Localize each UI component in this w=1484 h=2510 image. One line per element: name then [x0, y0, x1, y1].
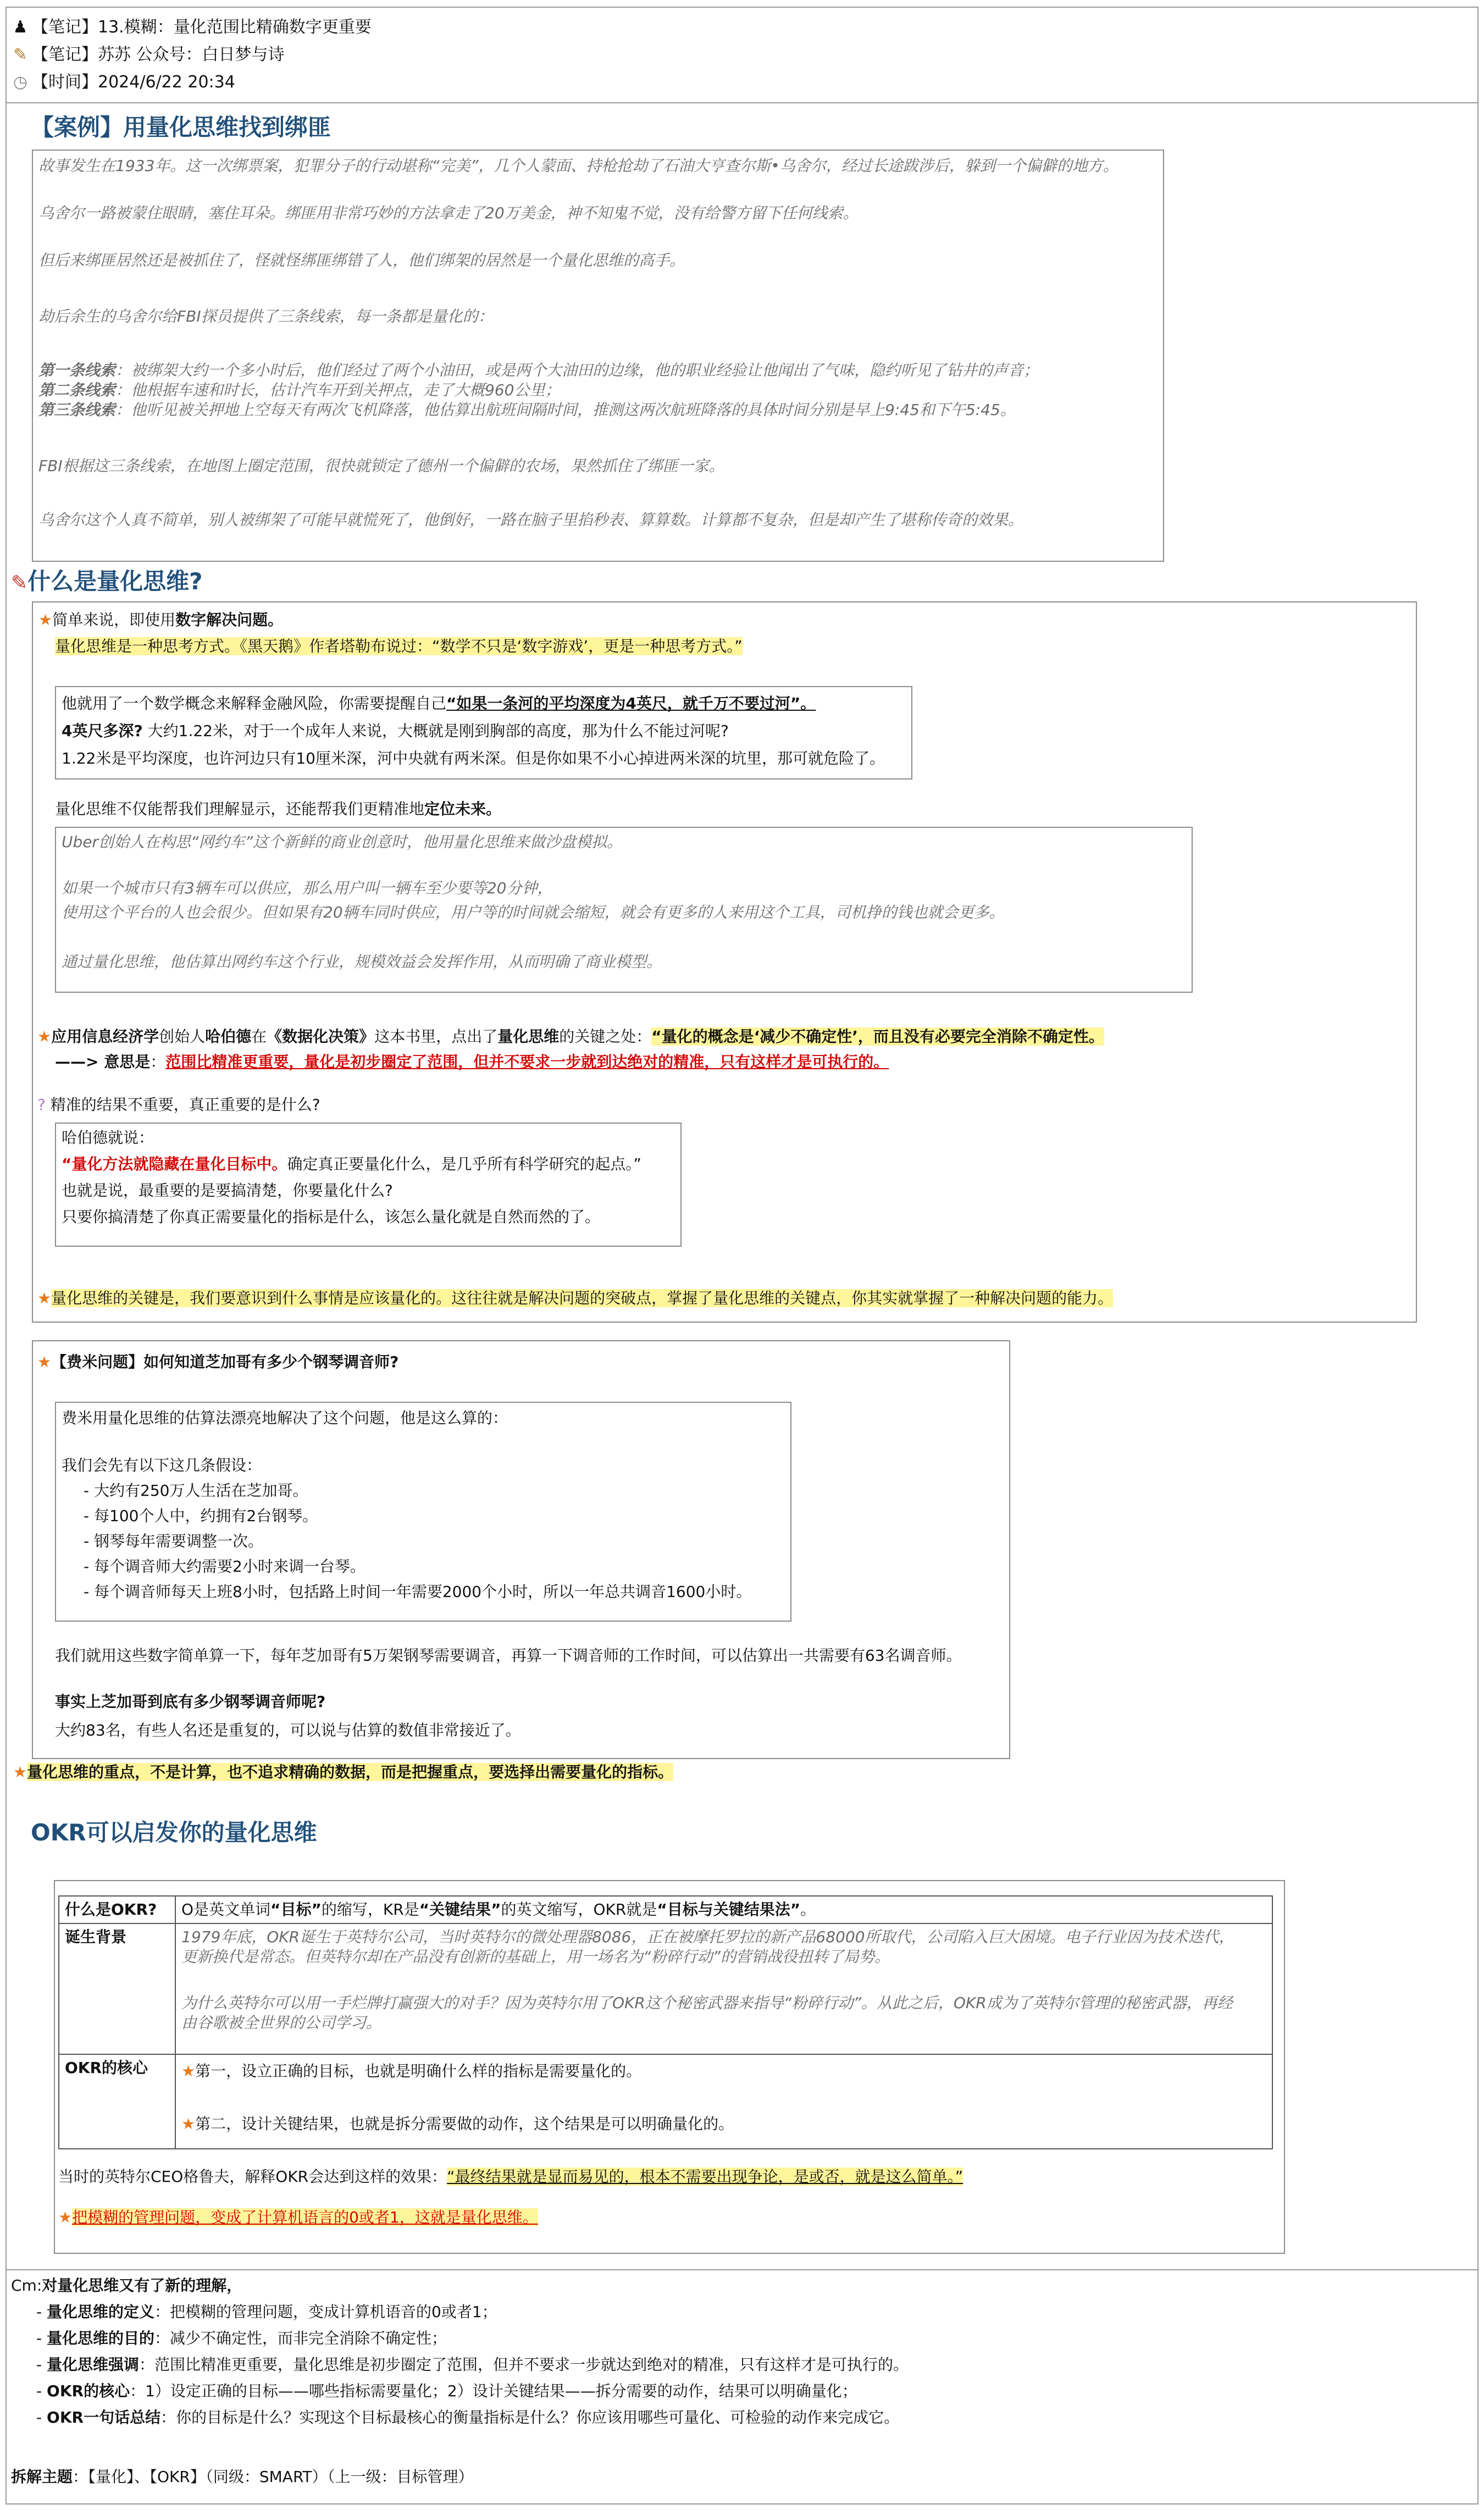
table-cell-label: 诞生背景 — [59, 1923, 175, 2054]
case-paragraph: 乌舍尔一路被蒙住眼睛，塞住耳朵。绑匪用非常巧妙的方法拿走了20万美金，神不知鬼不觉，没有给警方留下任何线索。 — [38, 204, 859, 222]
table-cell-label: OKR的核心 — [59, 2054, 175, 2149]
text: 的缩写，KR是 — [321, 1900, 419, 1919]
text: 大约1.22米，对于一个成年人来说，大概就是刚到胸部的高度，那为什么不能过河呢? — [142, 722, 729, 740]
text: Cm: — [11, 2276, 42, 2295]
text-bold: “目标” — [270, 1900, 322, 1919]
text-bold: 应用信息经济学 — [51, 1027, 159, 1046]
fermi-title — [37, 1352, 398, 1372]
pencil-icon: ✎ — [13, 45, 27, 64]
text: 。 — [800, 1900, 816, 1919]
text: 第二，设计关键结果，也就是拆分需要做的动作，这个结果是可以明确量化的。 — [195, 2115, 734, 2133]
example-line — [62, 749, 885, 769]
star-icon: ★ — [37, 1027, 52, 1046]
what-line — [55, 637, 743, 656]
text-bold: ——> 意思是 — [55, 1053, 151, 1071]
summary-item: - 量化思维强调：范围比精准更重要，量化思维是初步圈定了范围，但并不要求一步就达到绝对的精准，只有这样才是可执行的。 — [36, 2356, 909, 2374]
text-bold: OKR一句话总结 — [47, 2408, 161, 2426]
fermi-point — [13, 1762, 673, 1782]
what-line — [38, 610, 283, 630]
note-title-row — [12, 16, 372, 38]
text: 每100个人中，约拥有2台钢琴。 — [94, 1507, 318, 1525]
text: 量化思维不仅能帮我们理解显示，还能帮我们更精准地 — [55, 800, 425, 818]
okr-core-1 — [181, 2061, 1266, 2081]
okr-box — [54, 1880, 1285, 2254]
text: 每个调音师大约需要2小时来调一台琴。 — [94, 1557, 366, 1575]
what-heading-text: 什么是量化思维? — [27, 568, 203, 595]
highlight-text: 量化思维是一种思考方式。《黑天鹅》作者塔勒布说过：“数学不只是‘数字游戏’，更是一种思考方式。” — [55, 637, 743, 655]
text-bold: 量化思维的定义 — [47, 2303, 155, 2321]
text: ：减少不确定性，而非完全消除不确定性； — [154, 2329, 447, 2347]
text: 在 — [251, 1027, 267, 1046]
example-box — [55, 686, 912, 779]
what-line — [55, 799, 501, 819]
what-heading — [11, 567, 203, 598]
uber-box — [55, 827, 1193, 993]
table-cell — [175, 1923, 1272, 2054]
case-paragraph: 乌舍尔这个人真不简单，别人被绑架了可能早就慌死了，他倒好，一路在脑子里掐秒表、算算数。计算都不复杂，但是却产生了堪称传奇的效果。 — [38, 511, 1024, 529]
hubbard-quote: 哈伯德就说： — [62, 1129, 154, 1147]
text: 由谷歌被全世界的公司学习。 — [181, 2014, 382, 2032]
clue-label: 第一条线索 — [38, 361, 116, 379]
text: 这本书里，点出了 — [374, 1027, 498, 1046]
okr-ceo-line — [58, 2167, 963, 2187]
divider — [7, 2269, 1477, 2270]
text-bold: 对量化思维又有了新的理解， — [42, 2276, 242, 2295]
clock-icon: ◷ — [13, 73, 28, 92]
okr-table — [58, 1895, 1273, 2149]
hubbard-quote — [62, 1154, 641, 1174]
summary-heading — [11, 2276, 242, 2296]
highlight-text: 量化思维的关键是，我们要意识到什么事情是应该量化的。这往往就是解决问题的突破点，掌握了量化思维的关键点，你其实就掌握了一种解决问题的能力。 — [51, 1289, 1114, 1307]
text-bold: 哈伯德 — [205, 1027, 252, 1046]
text: 创始人 — [159, 1027, 206, 1046]
text-bold: 量化思维的目的 — [47, 2329, 155, 2347]
highlight-text: 量化思维的重点，不是计算，也不追求精确的数据，而是把握重点，要选择出需要量化的指标。 — [27, 1763, 674, 1781]
text: ：1）设定正确的目标——哪些指标需要量化；2）设计关键结果——拆分需要的动作，结果可以明确量化； — [130, 2382, 857, 2400]
table-row — [59, 1896, 1272, 1923]
note-author-row — [12, 44, 285, 66]
red-text: “量化方法就隐藏在量化目标中。 — [62, 1155, 287, 1173]
text: ： — [150, 1053, 166, 1071]
note-time: 【时间】2024/6/22 20:34 — [32, 73, 235, 92]
note-time-row — [12, 71, 235, 93]
text: ：把模糊的管理问题，变成计算机语音的0或者1； — [154, 2303, 497, 2321]
clue-label: 第二条线索 — [38, 381, 116, 399]
question-icon: ? — [37, 1096, 46, 1114]
text-bold: 4英尺多深? — [62, 722, 143, 740]
highlight-text: “量化的概念是‘减少不确定性’，而且没有必要完全消除不确定性。 — [651, 1027, 1104, 1046]
divider — [7, 102, 1477, 103]
text-bold: 数字解决问题。 — [175, 611, 284, 629]
star-icon: ★ — [37, 1353, 52, 1371]
list-item: - 每个调音师大约需要2小时来调一台琴。 — [84, 1557, 366, 1575]
text-bold: 拆解主题 — [11, 2468, 73, 2486]
fermi-intro: 费米用量化思维的估算法漂亮地解决了这个问题，他是这么算的： — [62, 1409, 508, 1427]
text-bold: OKR的核心 — [47, 2382, 130, 2400]
text: 精准的结果不重要，真正重要的是什么? — [50, 1096, 320, 1114]
note-title: 【笔记】13.模糊：量化范围比精确数字更重要 — [32, 18, 372, 37]
table-cell-label: 什么是OKR? — [59, 1896, 175, 1923]
text-bold: 定位未来。 — [424, 800, 502, 818]
text: 当时的英特尔CEO格鲁夫，解释OKR会达到这样的效果： — [58, 2168, 447, 2186]
case-heading: 【案例】用量化思维找到绑匪 — [31, 114, 331, 141]
star-icon: ★ — [13, 1763, 27, 1781]
text: 1.22米是平均深度，也许河边只有10厘米深，河中央就有两米深。但是你如果不小心掉进两米深的坑里，那可就危险了。 — [62, 749, 885, 767]
hubbard-line — [37, 1027, 1104, 1047]
text: 的英文缩写，OKR就是 — [501, 1900, 657, 1919]
key-line — [37, 1289, 1113, 1308]
clue-text: ：被绑架大约一个多小时后，他们经过了两个小油田，或是两个大油田的边缘，他的职业经验让他闻出了气味，隐约听见了钻井的声音； — [115, 361, 1039, 379]
table-cell — [175, 1896, 1272, 1923]
summary-item: - 量化思维的目的：减少不确定性，而非完全消除不确定性； — [36, 2329, 447, 2347]
text: 他就用了一个数学概念来解释金融风险，你需要提醒自己 — [62, 694, 447, 712]
okr-heading: OKR可以启发你的量化思维 — [31, 1819, 317, 1846]
clue-3 — [38, 400, 1016, 420]
fermi-box — [32, 1340, 1010, 1759]
hubbard-quote: 只要你搞清楚了你真正需要量化的指标是什么，该怎么量化就是自然而然的了。 — [62, 1208, 601, 1226]
text-bold: 《数据化决策》 — [267, 1027, 375, 1046]
text: 每个调音师每天上班8小时，包括路上时间一年需要2000个小时，所以一年总共调音1600小时。 — [94, 1583, 752, 1601]
summary-item: - 量化思维的定义：把模糊的管理问题，变成计算机语音的0或者1； — [36, 2303, 497, 2321]
fermi-calc: 我们就用这些数字简单算一下，每年芝加哥有5万架钢琴需要调音，再算一下调音师的工作时间，可以估算出一共需要有63名调音师。 — [55, 1646, 962, 1665]
text: ：你的目标是什么？实现这个目标最核心的衡量指标是什么？你应该用哪些可量化、可检验的动作来完成它。 — [160, 2408, 900, 2426]
uber-line: 使用这个平台的人也会很少。但如果有20辆车同时供应，用户等的时间就会缩短，就会有更多的人来用这个工具，司机挣的钱也就会更多。 — [62, 903, 1005, 921]
case-paragraph: 但后来绑匪居然还是被抓住了，怪就怪绑匪绑错了人，他们绑架的居然是一个量化思维的高手。 — [38, 251, 685, 269]
topic-line — [11, 2467, 473, 2487]
star-icon: ★ — [37, 1289, 52, 1307]
fermi-inner-box — [55, 1402, 791, 1622]
what-box — [32, 601, 1417, 1323]
text: 更新换代是常态。但英特尔却在产品没有创新的基础上，用一场名为“粉碎行动”的营销战役扭转了局势。 — [181, 1948, 890, 1966]
hubbard-box — [55, 1123, 682, 1247]
uber-line: 通过量化思维，他估算出网约车这个行业，规模效益会发挥作用，从而明确了商业模型。 — [62, 953, 662, 971]
text-bold: “关键结果” — [419, 1900, 501, 1919]
text: 为什么英特尔可以用一手烂牌打赢强大的对手？因为英特尔用了OKR这个秘密武器来指导“粉碎行动”。从此之后，OKR成为了英特尔管理的秘密武器，再经 — [181, 1994, 1233, 2012]
fermi-fact-answer: 大约83名，有些人名还是重复的，可以说与估算的数值非常接近了。 — [55, 1721, 521, 1739]
example-line — [62, 694, 816, 714]
text: ：【量化】、【OKR】（同级：SMART）（上一级：目标管理） — [73, 2468, 474, 2486]
text-bold: “如果一条河的平均深度为4英尺，就千万不要过河”。 — [446, 694, 816, 712]
text-bold: 量化思维强调 — [47, 2356, 140, 2374]
meaning-line — [55, 1052, 889, 1072]
highlight-text: “最终结果就是显而易见的，根本不需要出现争论，是或否，就是这么简单。” — [447, 2168, 964, 2186]
text: O是英文单词 — [181, 1900, 271, 1919]
text-bold: 【费米问题】如何知道芝加哥有多少个钢琴调音师? — [51, 1353, 399, 1371]
summary-item: - OKR的核心：1）设定正确的目标——哪些指标需要量化；2）设计关键结果——拆分需要的动作，结果可以明确量化； — [36, 2382, 857, 2400]
star-icon: ★ — [38, 611, 53, 629]
okr-core-2 — [181, 2114, 1266, 2134]
note-page — [5, 7, 1479, 2505]
text: 第一，设立正确的目标，也就是明确什么样的指标是需要量化的。 — [195, 2062, 642, 2080]
red-text: 范围比精准更重要，量化是初步圈定了范围，但并不要求一步就到达绝对的精准，只有这样才是可执行的。 — [165, 1053, 889, 1071]
list-item: - 每个调音师每天上班8小时，包括路上时间一年需要2000个小时，所以一年总共调音1600小时。 — [84, 1583, 752, 1601]
clue-text: ：他听见被关押地上空每天有两次飞机降落，他估算出航班间隔时间，推测这两次航班降落的具体时间分别是早上9:45和下午5:45。 — [115, 401, 1016, 419]
text: 钢琴每年需要调整一次。 — [94, 1532, 264, 1550]
table-cell — [175, 2054, 1272, 2149]
star-icon: ★ — [181, 2062, 196, 2080]
text: 的关键之处： — [559, 1027, 652, 1046]
table-row — [59, 2054, 1272, 2149]
case-paragraph: 故事发生在1933年。这一次绑票案，犯罪分子的行动堪称“完美”，几个人蒙面、持枪抢劫了石油大亨查尔斯•乌舍尔，经过长途跋涉后，躲到一个偏僻的地方。 — [38, 157, 1118, 175]
clue-2 — [38, 380, 560, 400]
case-paragraph: FBI根据这三条线索，在地图上圈定范围，很快就锁定了德州一个偏僻的农场，果然抓住了绑匪一家。 — [38, 457, 724, 475]
okr-mgmt-line — [58, 2208, 538, 2227]
example-line — [62, 721, 729, 741]
note-author: 【笔记】苏苏 公众号：白日梦与诗 — [32, 45, 285, 64]
clue-text: ：他根据车速和时长，估计汽车开到关押点，走了大概960公里； — [115, 381, 561, 399]
text: 1979年底，OKR诞生于英特尔公司，当时英特尔的微处理器8086，正在被摩托罗拉的新产品68000所取代，公司陷入巨大困境。电子行业因为技术迭代， — [181, 1928, 1234, 1946]
hubbard-quote: 也就是说，最重要的是要搞清楚，你要量化什么? — [62, 1181, 393, 1199]
uber-line: Uber创始人在构思“网约车”这个新鲜的商业创意时，他用量化思维来做沙盘模拟。 — [62, 833, 623, 851]
uber-line: 如果一个城市只有3辆车可以供应，那么用户叫一辆车至少要等20分钟， — [62, 879, 553, 897]
summary-item: - OKR一句话总结：你的目标是什么？实现这个目标最核心的衡量指标是什么？你应该用哪些可量化、可检验的动作来完成它。 — [36, 2408, 900, 2426]
clue-label: 第三条线索 — [38, 401, 116, 419]
text: ：范围比精准更重要，量化思维是初步圈定了范围，但并不要求一步就达到绝对的精准，只有这样才是可执行的。 — [139, 2356, 909, 2374]
clue-1 — [38, 361, 1039, 380]
pencil-icon: ✎ — [11, 572, 28, 594]
highlight-text: 把模糊的管理问题，变成了计算机语言的0或者1，这就是量化思维。 — [72, 2208, 538, 2226]
star-icon: ★ — [181, 2115, 196, 2133]
text-bold: “目标与关键结果法” — [657, 1900, 801, 1919]
list-item: - 钢琴每年需要调整一次。 — [84, 1532, 264, 1550]
list-item: - 大约有250万人生活在芝加哥。 — [84, 1481, 308, 1500]
case-paragraph: 劫后余生的乌舍尔给FBI探员提供了三条线索，每一条都是量化的： — [38, 307, 494, 325]
user-icon: ♟ — [13, 18, 28, 37]
text: 大约有250万人生活在芝加哥。 — [94, 1481, 308, 1500]
text: 简单来说，即使用 — [52, 611, 176, 629]
list-item: - 每100个人中，约拥有2台钢琴。 — [84, 1507, 318, 1525]
fermi-fact-question: 事实上芝加哥到底有多少钢琴调音师呢? — [55, 1693, 326, 1711]
table-row — [59, 1923, 1272, 2054]
star-icon: ★ — [58, 2208, 73, 2226]
case-quote-box — [32, 150, 1164, 562]
fermi-assume: 我们会先有以下这几条假设： — [62, 1456, 262, 1474]
text-bold: 量化思维 — [497, 1027, 560, 1046]
question-line — [37, 1095, 320, 1115]
text: 确定真正要量化什么，是几乎所有科学研究的起点。” — [287, 1155, 641, 1173]
